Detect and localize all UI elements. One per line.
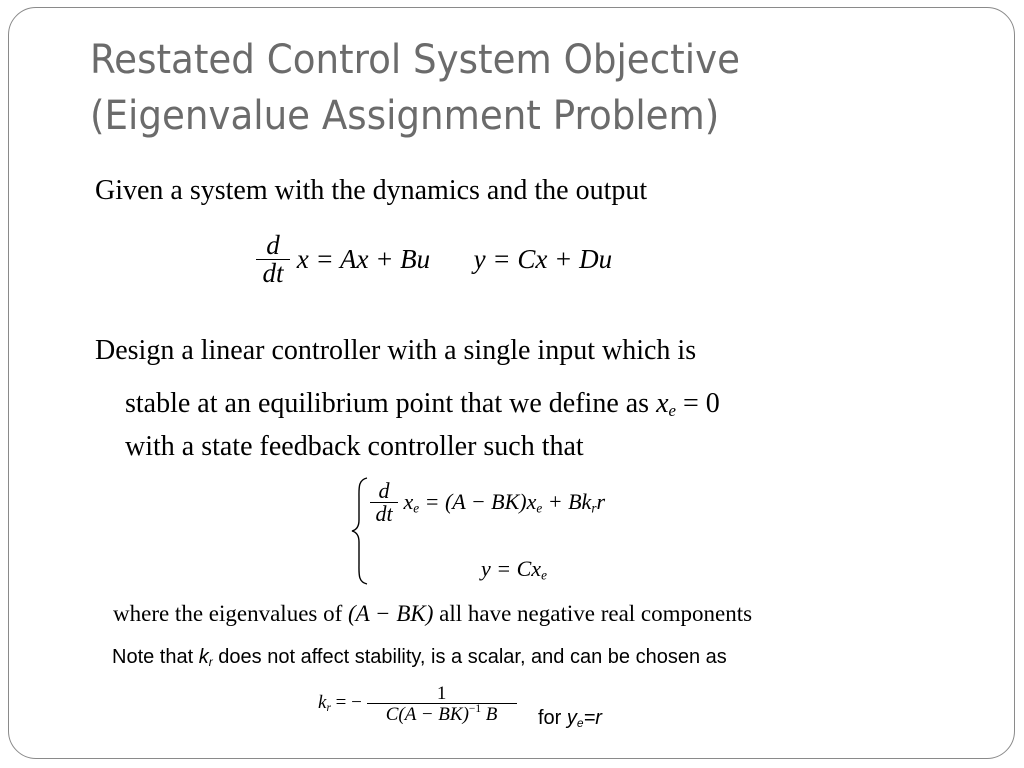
closed-loop-rhs <box>404 489 606 514</box>
kr-note-k: k <box>198 646 209 668</box>
cl-output: y = Cx <box>481 556 542 581</box>
design-line-2-text: stable at an equilibrium point that we define as <box>125 388 650 419</box>
title-line-2: (Eigenvalue Assignment Problem) <box>90 93 720 139</box>
frac-num: d <box>266 230 280 260</box>
frac-num: d <box>378 478 390 503</box>
derivative-fraction <box>256 232 290 287</box>
cl-x: x <box>403 488 414 514</box>
gain-k: k <box>318 692 327 714</box>
gain-eq: = − <box>330 692 362 714</box>
eigen-note-end: all have negative real components <box>439 601 753 626</box>
left-brace-icon <box>350 476 370 586</box>
eigen-note-text: where the eigenvalues of <box>113 601 343 626</box>
gain-den-sup: −1 <box>468 703 482 715</box>
eigen-matrix: (A − BK) <box>348 601 434 626</box>
kr-note-suffix: does not affect stability, is a scalar, and can be chosen as <box>218 646 727 668</box>
equilibrium-sub: e <box>668 401 676 421</box>
cl-sub-e: e <box>413 500 420 516</box>
kr-note-sub: r <box>208 655 213 669</box>
cl-output-sub: e <box>541 567 547 583</box>
equilibrium-rhs: = 0 <box>675 388 720 419</box>
gain-num: 1 <box>436 683 447 704</box>
gain-k-sub: r <box>326 702 331 715</box>
kr-note-prefix: Note that <box>112 646 194 668</box>
gain-den-right: B <box>485 703 498 725</box>
output-equation: y = Cx + Du <box>473 244 613 274</box>
closed-loop-output-equation <box>481 558 547 582</box>
state-equation-rhs: x = Ax + Bu <box>296 244 431 274</box>
system-equation <box>256 232 612 287</box>
frac-den: dt <box>262 258 284 288</box>
cl-mid: = (A − BK)x <box>419 488 537 514</box>
intro-text: Given a system with the dynamics and the output <box>95 175 648 206</box>
kr-note <box>112 646 727 669</box>
cl-tail: + Bk <box>542 488 592 514</box>
cl-r: r <box>596 488 606 514</box>
gain-den <box>367 704 517 724</box>
gain-lhs <box>318 692 362 713</box>
frac-den: dt <box>375 501 393 526</box>
gain-fraction <box>367 684 517 724</box>
design-line-1: Design a linear controller with a single input which is <box>95 335 697 366</box>
for-ye-label <box>538 707 602 730</box>
for-text: for <box>538 707 562 729</box>
for-sub-e: e <box>576 716 584 730</box>
closed-loop-state-equation <box>370 480 605 525</box>
cl-sub-r: r <box>591 500 597 516</box>
design-line-2 <box>125 388 720 421</box>
cl-sub-e-2: e <box>536 500 543 516</box>
for-eq-r: =r <box>583 707 602 729</box>
gain-den-left: C(A − BK) <box>385 703 469 725</box>
gain-formula <box>318 684 517 724</box>
eigen-note <box>113 601 752 627</box>
slide-title <box>90 32 740 144</box>
title-line-1: Restated Control System Objective <box>90 37 740 83</box>
for-y: y <box>566 707 577 729</box>
closed-loop-derivative <box>370 480 398 525</box>
design-line-3: with a state feedback controller such that <box>125 431 584 462</box>
equilibrium-x: x <box>656 388 669 419</box>
